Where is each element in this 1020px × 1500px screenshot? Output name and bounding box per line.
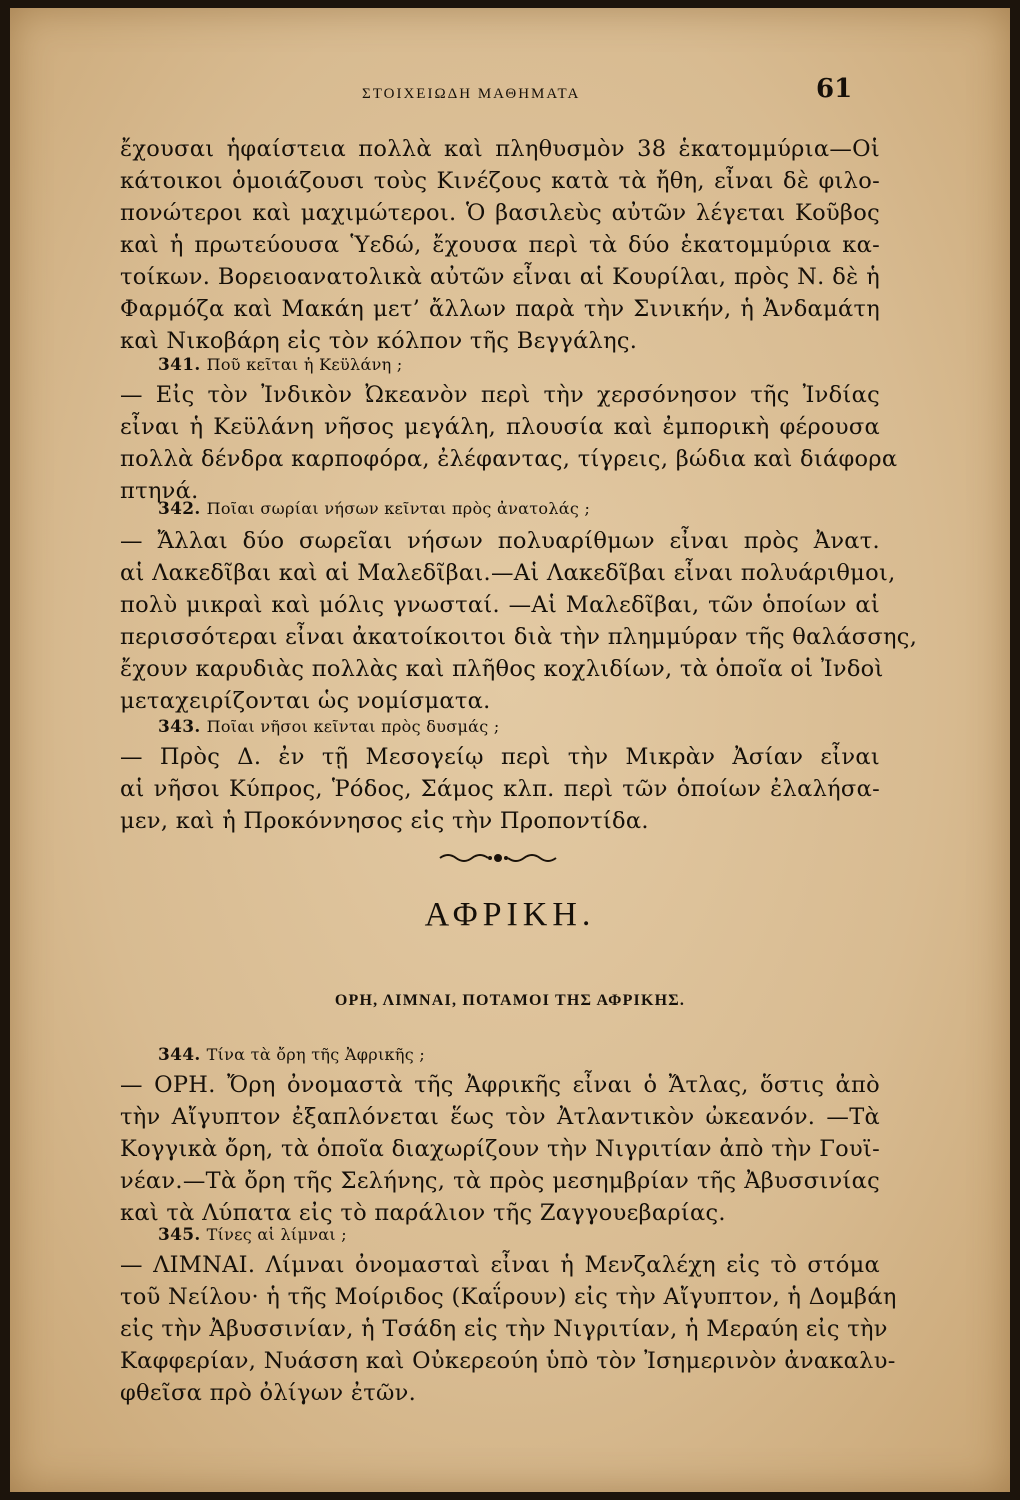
- answer-line: αἱ Λακεδῖβαι καὶ αἱ Μαλεδῖβαι.—Αἱ Λακεδῖβαι εἶναι πολυάριθμοι,: [120, 560, 896, 586]
- question-number: 343.: [158, 717, 201, 737]
- answer-line: αἱ νῆσοι Κύπρος, Ῥόδος, Σάμος κλπ. περὶ τῶν ὁποίων ἐλαλήσα-: [120, 776, 880, 802]
- question-text: Ποῖαι νῆσοι κεῖνται πρὸς δυσμάς ;: [206, 717, 500, 736]
- question-text: Ποῖαι σωρίαι νήσων κεῖνται πρὸς ἀνατολάς ;: [206, 499, 591, 518]
- page-number: 61: [816, 74, 853, 104]
- question-342: [158, 498, 590, 520]
- text-line: ἔχουσαι ἡφαίστεια πολλὰ καὶ πληθυσμὸν 38 ἑκατομμύρια—Οἱ: [120, 136, 880, 162]
- question-number: 345.: [158, 1225, 201, 1245]
- answer-line: μεταχειρίζονται ὡς νομίσματα.: [120, 688, 491, 714]
- text-line: καὶ Νικοβάρη εἰς τὸν κόλπον τῆς Βεγγάλης.: [120, 328, 638, 354]
- question-text: Τίνα τὰ ὄρη τῆς Ἀφρικῆς ;: [206, 1045, 426, 1064]
- answer-line: καὶ τὰ Λύπατα εἰς τὸ παράλιον τῆς Ζαγγουεβαρίας.: [120, 1200, 726, 1226]
- running-title: ΣΤΟΙΧΕΙΩΔΗ ΜΑΘΗΜΑΤΑ: [362, 86, 581, 102]
- answer-line: νέαν.—Τὰ ὄρη τῆς Σελήνης, τὰ πρὸς μεσημβρίαν τῆς Ἀβυσσινίας: [120, 1168, 880, 1194]
- answer-line: εἰς τὴν Ἀβυσσινίαν, ἡ Τσάδη εἰς τὴν Νιγριτίαν, ἡ Μεραύη εἰς τὴν: [120, 1316, 888, 1342]
- answer-line: — ΟΡΗ. Ὄρη ὀνομαστὰ τῆς Ἀφρικῆς εἶναι ὁ Ἄτλας, ὅστις ἀπὸ: [120, 1072, 880, 1098]
- text-line: τοίκων. Βορειοανατολικὰ αὐτῶν εἶναι αἱ Κουρίλαι, πρὸς Ν. δὲ ἡ: [120, 264, 880, 290]
- answer-line: τὴν Αἴγυπτον ἐξαπλόνεται ἕως τὸν Ἀτλαντικὸν ὠκεανόν. —Τὰ: [120, 1104, 880, 1130]
- answer-line: Κογγικὰ ὄρη, τὰ ὁποῖα διαχωρίζουν τὴν Νιγριτίαν ἀπὸ τὴν Γουϊ-: [120, 1136, 880, 1162]
- question-number: 342.: [158, 499, 201, 519]
- answer-line: εἶναι ἡ Κεϋλάνη νῆσος μεγάλη, πλουσία καὶ ἐμπορικὴ φέρουσα: [120, 414, 880, 440]
- answer-line: μεν, καὶ ἡ Προκόννησος εἰς τὴν Προποντίδα.: [120, 808, 649, 834]
- answer-line: Καφφερίαν, Νυάσση καὶ Οὐκερεούη ὑπὸ τὸν Ἰσημερινὸν ἀνακαλυ-: [120, 1348, 896, 1374]
- ornament-divider-icon: [438, 850, 558, 866]
- question-text: Ποῦ κεῖται ἡ Κεϋλάνη ;: [206, 355, 403, 374]
- answer-line: — Ἄλλαι δύο σωρεῖαι νήσων πολυαρίθμων εἶναι πρὸς Ἀνατ.: [120, 528, 880, 554]
- book-page: [10, 8, 1010, 1492]
- answer-line: — ΛΙΜΝΑΙ. Λίμναι ὀνομασταὶ εἶναι ἡ Μενζαλέχη εἰς τὸ στόμα: [120, 1252, 880, 1278]
- question-text: Τίνες αἱ λίμναι ;: [206, 1225, 347, 1244]
- text-line: πονώτεροι καὶ μαχιμώτεροι. Ὁ βασιλεὺς αὐτῶν λέγεται Κοῦβος: [120, 200, 880, 226]
- question-345: [158, 1224, 347, 1246]
- text-line: κάτοικοι ὁμοιάζουσι τοὺς Κινέζους κατὰ τὰ ἤθη, εἶναι δὲ φιλο-: [120, 168, 880, 194]
- answer-line: φθεῖσα πρὸ ὀλίγων ἐτῶν.: [120, 1380, 417, 1406]
- answer-line: πολλὰ δένδρα καρποφόρα, ἐλέφαντας, τίγρεις, βώδια καὶ διάφορα: [120, 446, 898, 472]
- question-341: [158, 354, 403, 376]
- question-344: [158, 1044, 425, 1066]
- question-number: 341.: [158, 355, 201, 375]
- answer-line: — Πρὸς Δ. ἐν τῇ Μεσογείῳ περὶ τὴν Μικρὰν Ἀσίαν εἶναι: [120, 744, 880, 770]
- answer-line: ἔχουν καρυδιὰς πολλὰς καὶ πλῆθος κοχλιδίων, τὰ ὁποῖα οἱ Ἰνδοὶ: [120, 656, 884, 682]
- answer-line: πολὺ μικραὶ καὶ μόλις γνωσταί. —Αἱ Μαλεδῖβαι, τῶν ὁποίων αἱ: [120, 592, 880, 618]
- question-number: 344.: [158, 1045, 201, 1065]
- subsection-title: ΟΡΗ, ΛΙΜΝΑΙ, ΠΟΤΑΜΟΙ ΤΗΣ ΑΦΡΙΚΗΣ.: [334, 992, 686, 1009]
- answer-line: περισσότεραι εἶναι ἀκατοίκοιτοι διὰ τὴν πλημμύραν τῆς θαλάσσης,: [120, 624, 918, 650]
- answer-line: — Εἰς τὸν Ἰνδικὸν Ὠκεανὸν περὶ τὴν χερσόνησον τῆς Ἰνδίας: [120, 382, 880, 408]
- answer-line: πτηνά.: [120, 478, 199, 504]
- question-343: [158, 716, 500, 738]
- text-line: Φαρμόζα καὶ Μακάη μετ’ ἄλλων παρὰ τὴν Σινικήν, ἡ Ἀνδαμάτη: [120, 296, 880, 322]
- page-header: [10, 74, 1010, 118]
- answer-line: τοῦ Νείλου· ἡ τῆς Μοίριδος (Καΐρουν) εἰς τὴν Αἴγυπτον, ἡ Δομβάη: [120, 1284, 897, 1310]
- text-line: καὶ ἡ πρωτεύουσα Ὑεδώ, ἔχουσα περὶ τὰ δύο ἑκατομμύρια κα-: [120, 232, 880, 258]
- section-title: ΑΦΡΙΚΗ.: [424, 896, 596, 933]
